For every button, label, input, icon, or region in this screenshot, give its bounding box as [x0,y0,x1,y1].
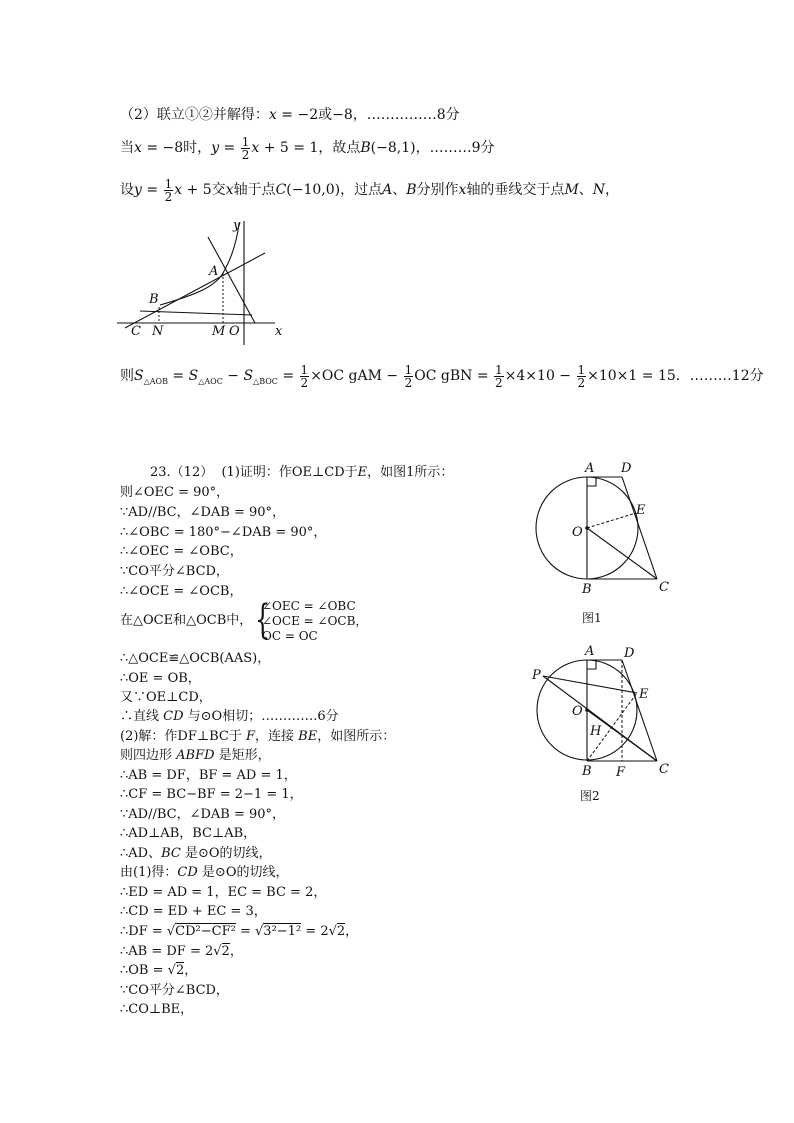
label-a: A [209,264,219,279]
proof-line: ∴AB = DF = 2√2， [120,944,243,959]
proof-line: ∴CO⊥BE， [120,1002,194,1017]
fraction-half: $\frac{1}{2}$ [164,176,173,204]
center-point [585,526,589,530]
fraction-half: $\frac{1}{2}$ [241,134,250,162]
system-line-2: ∠OCE = ∠OCB， [262,614,368,628]
label-y: y [233,218,241,233]
radicand: 2 [336,924,346,939]
label-d: D [624,646,635,661]
segment-oe [587,513,636,528]
right-angle-mark [587,660,596,669]
proof-line: ∴AD⊥AB，BC⊥AB， [120,826,257,841]
proof-line: ∵AD//BC，∠DAB = 90°， [120,505,286,520]
label-e: E [636,503,646,518]
radicand: 2 [221,944,230,959]
proof-line: ∴OB = √2， [120,963,198,978]
proof-line: ∴CD = ED + EC = 3， [120,904,267,919]
line-ab [140,311,252,315]
proof-line: ∴直线 CD 与⊙O相切；………….6分 [120,709,339,724]
segment-pe [543,676,637,693]
proof-line: ∵CO平分∠BCD， [120,564,229,579]
proof-line: 又∵OE⊥CD， [120,690,212,705]
figure-2 [530,643,690,803]
proof-line: 则四边形 ABFD 是矩形， [120,748,271,763]
label-c: C [131,324,141,339]
problem-23-header: 23.（12） (1)证明：作OE⊥CD于E，如图1所示： [150,465,454,480]
proof-line: ∴OE = OB， [120,671,201,686]
figure-1-caption: 图1 [582,611,602,625]
proof-line: ∵AD//BC，∠DAB = 90°， [120,807,286,822]
proof-line: 在△OCE和△OCB中， [120,613,253,628]
label-e: E [639,687,649,702]
right-angle-mark [587,477,596,486]
radicand: 2 [175,963,185,978]
part1-line-4: 则$S_{\triangle AOB} = S_{\triangle AOC} - S_{\triangle BOC}$ = $\frac{1}{2}$ ×OC gAM − $\frac{1}{2}$ OC gBN = $\frac{1}{2}$ ×4×10 − $\frac{1}{2}$ ×10×1 = 15．………12分 [120,362,764,390]
segment-dc [622,660,657,761]
label-b: B [582,582,592,597]
label-b: B [149,292,159,307]
equation-system-brace: { [255,597,271,643]
label-p: P [532,668,541,683]
proof-line: 则∠OEC = 90°， [120,485,230,500]
label-c: C [659,580,669,595]
label-b: B [582,764,592,779]
part1-line-2: 当x = −8时，y = $\frac{1}{2}$ x + 5 = 1，故点B(−8,1)，………9分 [120,134,495,162]
part1-line-1: （2）联立①②并解得：x = −2或−8，……………8分 [120,107,460,123]
proof-line: ∴ED = AD = 1，EC = BC = 2， [120,885,327,900]
label-h: H [590,724,602,739]
system-line-3: OC = OC [262,629,318,643]
proof-line: 由(1)得：CD 是⊙O的切线， [120,865,289,880]
figure-2-caption: 图2 [580,789,600,803]
proof-line: ∴∠OBC = 180°−∠DAB = 90°， [120,525,327,540]
label-o: O [572,525,583,540]
label-d: D [621,461,632,476]
proof-line: ∵CO平分∠BCD， [120,983,229,998]
proof-line: ∴∠OCE = ∠OCB， [120,584,243,599]
coordinate-graph [115,215,295,350]
label-o: O [229,324,240,339]
part1-line-3: 设y = $\frac{1}{2}$ x + 5交x轴于点C(−10,0)，过点A、B分别作x轴的垂线交于点M、N， [120,176,620,204]
proof-line: ∴AB = DF，BF = AD = 1， [120,768,297,783]
hyperbola-curve [160,223,239,305]
proof-line: ∴AD、BC 是⊙O的切线， [120,846,272,861]
label-a: A [585,644,595,659]
label-m: M [212,324,226,339]
proof-line: ∴DF = √CD²−CF² = √3²−1² = 2√2， [120,924,359,939]
label-a: A [585,461,595,476]
center-point [585,708,589,712]
radicand: CD²−CF² [175,924,236,939]
proof-line: (2)解：作DF⊥BC于 F，连接 BE，如图所示： [120,729,396,744]
segment-dc [622,477,657,579]
label-n: N [152,324,164,339]
figure-1 [530,458,690,633]
label-f: F [616,765,626,780]
label-x: x [275,324,283,339]
label-o: O [572,704,583,719]
proof-line: ∴△OCE≌△OCB(AAS)， [120,651,271,666]
segment-oc [587,528,657,579]
label-c: C [659,762,669,777]
proof-line: ∴CF = BC−BF = 2−1 = 1， [120,787,303,802]
system-line-1: ∠OEC = ∠OBC [262,599,356,613]
radicand: 3²−1² [263,924,302,939]
proof-line: ∴∠OEC = ∠OBC， [120,544,243,559]
